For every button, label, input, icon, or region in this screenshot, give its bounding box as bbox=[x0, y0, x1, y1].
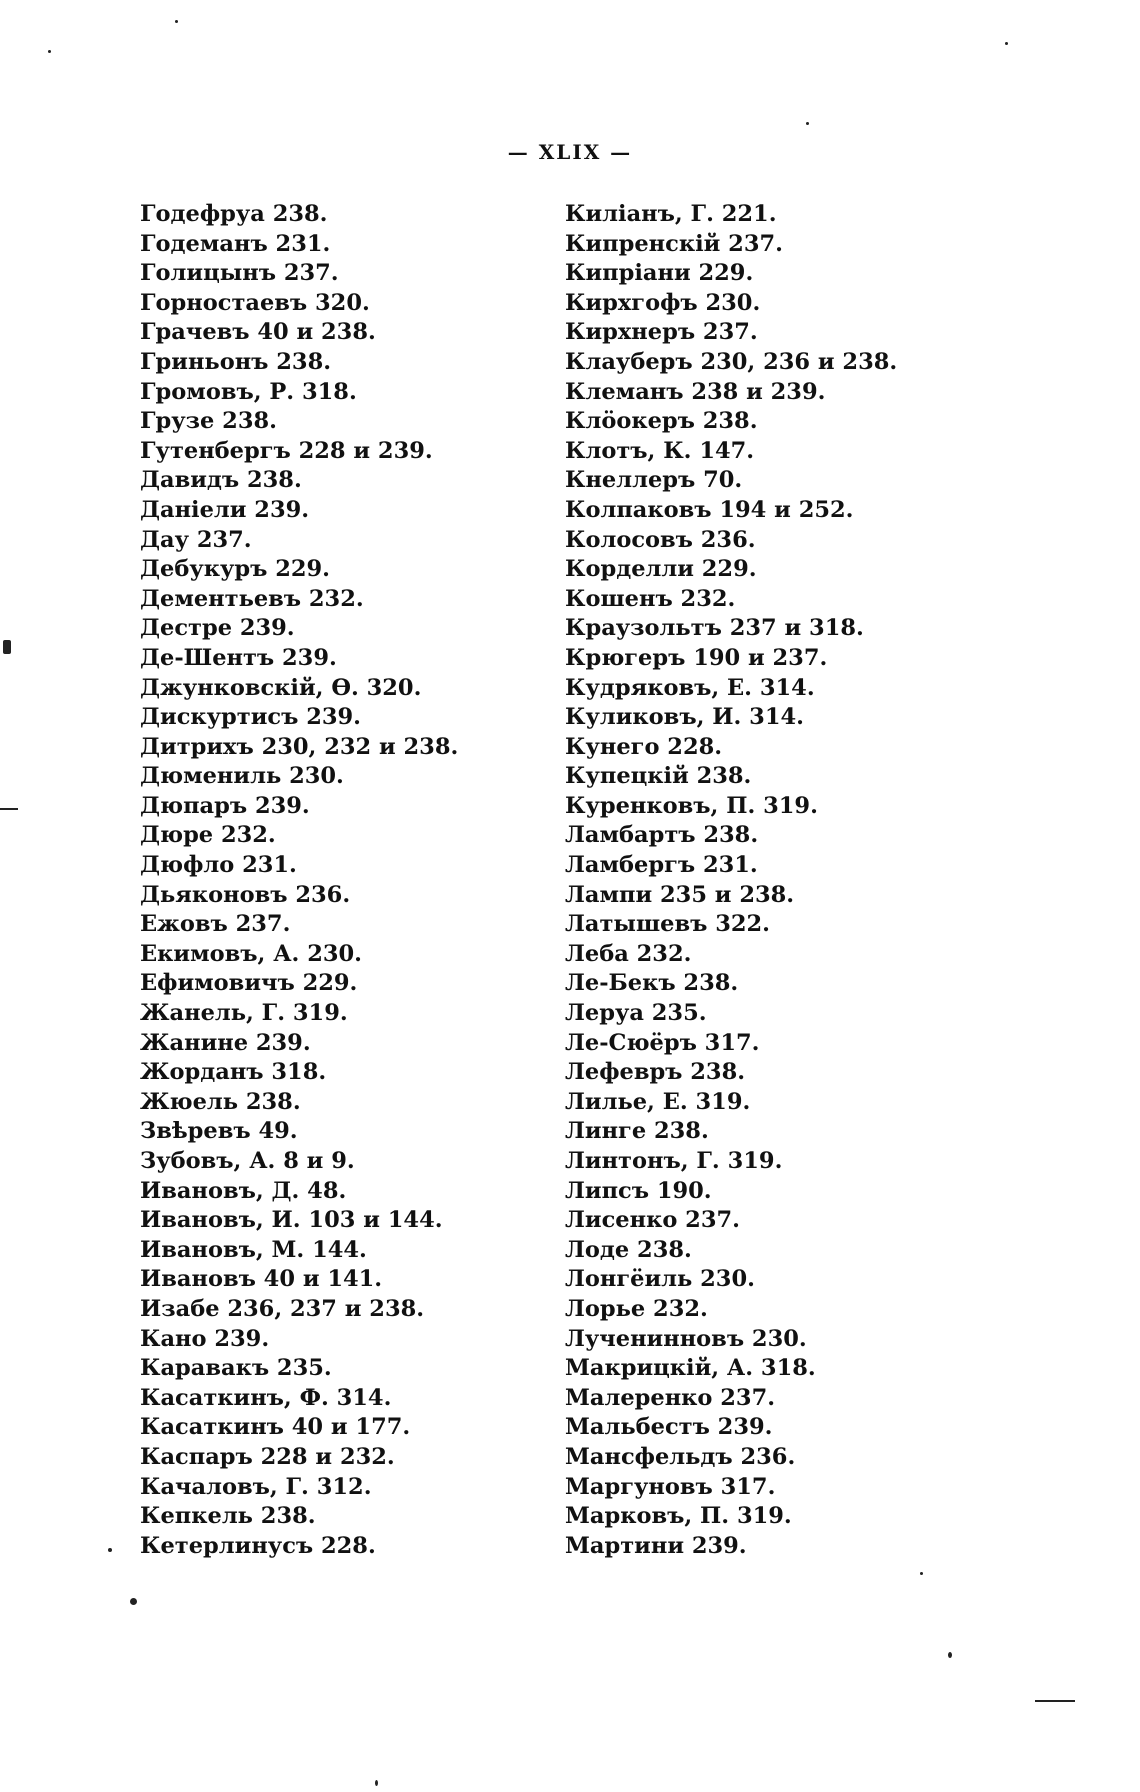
index-entry: Ле-Сюёръ 317. bbox=[565, 1029, 760, 1056]
index-entry: Куликовъ, И. 314. bbox=[565, 704, 804, 731]
index-entry: Мансфельдъ 236. bbox=[565, 1443, 796, 1470]
scan-speck bbox=[1005, 42, 1008, 45]
index-entry: Джунковскій, Ѳ. 320. bbox=[140, 674, 422, 701]
index-entry: Ле-Бекъ 238. bbox=[565, 970, 739, 997]
index-entry: Дискуртисъ 239. bbox=[140, 704, 362, 731]
index-entry: Жорданъ 318. bbox=[140, 1059, 327, 1086]
scan-speck bbox=[108, 1548, 112, 1552]
index-entry: Ивановъ, И. 103 и 144. bbox=[140, 1207, 443, 1234]
index-entry: Дау 237. bbox=[140, 526, 252, 553]
index-column-left bbox=[140, 200, 458, 1561]
index-entry: Клöокеръ 238. bbox=[565, 408, 758, 435]
scan-speck bbox=[175, 20, 178, 23]
scan-speck bbox=[920, 1572, 923, 1575]
index-entry: Ежовъ 237. bbox=[140, 911, 291, 938]
index-entry: Клауберъ 230, 236 и 238. bbox=[565, 348, 898, 375]
index-entry: Ефимовичъ 229. bbox=[140, 970, 358, 997]
index-entry: Жанель, Г. 319. bbox=[140, 1000, 348, 1027]
index-column-right bbox=[565, 200, 897, 1561]
index-entry: Краузольтъ 237 и 318. bbox=[565, 615, 864, 642]
index-entry: Екимовъ, А. 230. bbox=[140, 940, 362, 967]
index-entry: Мартини 239. bbox=[565, 1532, 747, 1559]
index-entry: Каравакъ 235. bbox=[140, 1355, 332, 1382]
index-entry: Макрицкій, А. 318. bbox=[565, 1355, 816, 1382]
index-entry: Дюпаръ 239. bbox=[140, 792, 310, 819]
scan-speck bbox=[48, 50, 51, 53]
index-entry: Крюгеръ 190 и 237. bbox=[565, 644, 828, 671]
index-entry: Липсъ 190. bbox=[565, 1177, 712, 1204]
index-entry: Куренковъ, П. 319. bbox=[565, 792, 818, 819]
index-entry: Марковъ, П. 319. bbox=[565, 1503, 792, 1530]
index-entry: Дитрихъ 230, 232 и 238. bbox=[140, 733, 459, 760]
index-entry: Зубовъ, А. 8 и 9. bbox=[140, 1148, 355, 1174]
index-entry: Латышевъ 322. bbox=[565, 911, 770, 938]
index-entry: Ламбартъ 238. bbox=[565, 822, 759, 849]
index-entry: Лорье 232. bbox=[565, 1295, 708, 1322]
index-entry: Дюфло 231. bbox=[140, 852, 297, 879]
index-entry: Годефруа 238. bbox=[140, 201, 328, 227]
index-entry: Маргуновъ 317. bbox=[565, 1473, 776, 1500]
index-entry: Грачевъ 40 и 238. bbox=[140, 319, 376, 346]
index-entry: Колосовъ 236. bbox=[565, 526, 756, 553]
index-entry: Дюмениль 230. bbox=[140, 763, 344, 790]
index-entry: Лилье, Е. 319. bbox=[565, 1088, 751, 1115]
index-entry: Лонгёиль 230. bbox=[565, 1266, 755, 1293]
index-entry: Киліанъ, Г. 221. bbox=[565, 201, 777, 227]
index-entry: Кепкель 238. bbox=[140, 1503, 316, 1530]
index-entry: Кирхнеръ 237. bbox=[565, 319, 758, 346]
index-entry: Дьяконовъ 236. bbox=[140, 881, 351, 908]
index-entry: Колпаковъ 194 и 252. bbox=[565, 496, 854, 523]
index-entry: Кошенъ 232. bbox=[565, 585, 736, 612]
index-entry: Ивановъ 40 и 141. bbox=[140, 1266, 383, 1293]
index-entry: Даніели 239. bbox=[140, 496, 310, 523]
index-entry: Дементьевъ 232. bbox=[140, 585, 364, 612]
scan-speck bbox=[130, 1598, 137, 1605]
index-entry: Купецкій 238. bbox=[565, 763, 752, 790]
index-entry: Линтонъ, Г. 319. bbox=[565, 1148, 783, 1174]
index-entry: Громовъ, Р. 318. bbox=[140, 378, 357, 405]
index-entry: Гутенбергъ 228 и 239. bbox=[140, 437, 433, 464]
index-entry: Изабе 236, 237 и 238. bbox=[140, 1295, 425, 1322]
index-entry: Касаткинъ 40 и 177. bbox=[140, 1414, 411, 1441]
index-entry: Леба 232. bbox=[565, 940, 692, 967]
index-entry: Кунего 228. bbox=[565, 733, 723, 760]
index-entry: Кано 239. bbox=[140, 1325, 270, 1352]
index-entry: Лученинновъ 230. bbox=[565, 1325, 807, 1352]
index-entry: Леруа 235. bbox=[565, 1000, 707, 1027]
index-entry: Гриньонъ 238. bbox=[140, 348, 332, 375]
index-entry: Клотъ, К. 147. bbox=[565, 437, 755, 464]
index-entry: Кирхгофъ 230. bbox=[565, 289, 761, 316]
index-entry: Мальбестъ 239. bbox=[565, 1414, 773, 1441]
scan-speck bbox=[375, 1780, 378, 1786]
index-entry: Звѣревъ 49. bbox=[140, 1118, 298, 1145]
index-entry: Ивановъ, М. 144. bbox=[140, 1236, 367, 1263]
index-entry: Ламбергъ 231. bbox=[565, 852, 758, 879]
index-entry: Кнеллеръ 70. bbox=[565, 467, 743, 494]
index-entry: Клеманъ 238 и 239. bbox=[565, 378, 826, 405]
index-entry: Кетерлинусъ 228. bbox=[140, 1532, 376, 1559]
index-entry: Кипріани 229. bbox=[565, 260, 754, 287]
scan-speck bbox=[806, 122, 809, 125]
page-number-header: — XLIX — bbox=[507, 140, 633, 164]
index-entry: Кудряковъ, Е. 314. bbox=[565, 674, 815, 701]
index-entry: Голицынъ 237. bbox=[140, 260, 339, 287]
index-entry: Малеренко 237. bbox=[565, 1384, 776, 1411]
index-entry: Касаткинъ, Ф. 314. bbox=[140, 1384, 392, 1411]
index-entry: Корделли 229. bbox=[565, 556, 757, 583]
scan-speck bbox=[3, 640, 11, 654]
scan-mark bbox=[1035, 1700, 1075, 1702]
index-entry: Лефевръ 238. bbox=[565, 1059, 746, 1086]
index-entry: Линге 238. bbox=[565, 1118, 709, 1145]
index-entry: Давидъ 238. bbox=[140, 467, 302, 494]
index-entry: Годеманъ 231. bbox=[140, 230, 331, 257]
scan-speck bbox=[948, 1652, 952, 1658]
index-entry: Дебукуръ 229. bbox=[140, 556, 331, 583]
index-entry: Жюель 238. bbox=[140, 1088, 301, 1115]
scan-mark bbox=[0, 808, 18, 810]
index-entry: Лоде 238. bbox=[565, 1236, 692, 1263]
index-entry: Лисенко 237. bbox=[565, 1207, 740, 1234]
index-entry: Де-Шентъ 239. bbox=[140, 644, 337, 671]
index-entry: Качаловъ, Г. 312. bbox=[140, 1473, 372, 1500]
index-entry: Жанине 239. bbox=[140, 1029, 311, 1056]
index-entry: Грузе 238. bbox=[140, 408, 277, 435]
index-entry: Лампи 235 и 238. bbox=[565, 881, 795, 908]
index-entry: Кипренскій 237. bbox=[565, 230, 783, 257]
index-entry: Дюре 232. bbox=[140, 822, 276, 849]
index-entry: Дестре 239. bbox=[140, 615, 295, 642]
index-entry: Ивановъ, Д. 48. bbox=[140, 1177, 347, 1204]
index-entry: Горностаевъ 320. bbox=[140, 289, 370, 316]
index-entry: Каспаръ 228 и 232. bbox=[140, 1443, 395, 1470]
